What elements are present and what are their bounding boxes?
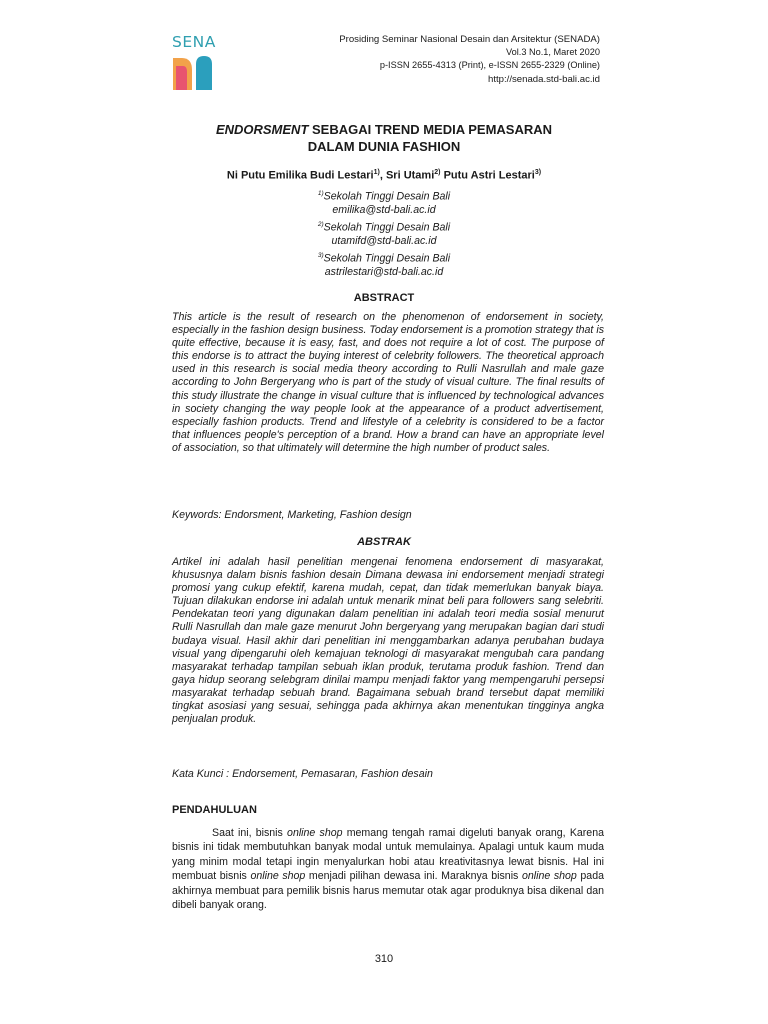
- pendahuluan-segment: menjadi pilihan dewasa ini. Maraknya bisnis: [305, 870, 522, 883]
- abstrak-keywords: Kata Kunci : Endorsement, Pemasaran, Fashion desain: [172, 768, 433, 780]
- abstract-keywords: Keywords: Endorsment, Marketing, Fashion design: [172, 509, 412, 521]
- author-list: [172, 166, 596, 183]
- sena-logo: [172, 34, 218, 92]
- affiliation-email[interactable]: astrilestari@std-bali.ac.id: [324, 266, 444, 279]
- pendahuluan-segment: pada akhirnya membuat para pemilik bisnis harus memutar otak agar produknya bisa dikenal dan dibeli banyak orang.: [172, 870, 604, 912]
- author-separator: ,: [379, 169, 386, 182]
- abstract-heading: ABSTRACT: [353, 292, 415, 304]
- paper-title: [172, 121, 596, 155]
- section-heading-pendahuluan: PENDAHULUAN: [172, 804, 257, 816]
- author-mark: 3): [534, 169, 542, 176]
- affiliation-list: [172, 187, 596, 280]
- title-line-2: DALAM DUNIA FASHION: [307, 139, 461, 154]
- pendahuluan-segment-italic: online shop: [287, 827, 343, 839]
- pendahuluan-paragraph: [172, 826, 604, 912]
- affiliation-mark: 2): [317, 220, 324, 228]
- title-line-1: SEBAGAI TREND MEDIA PEMASARAN: [308, 122, 553, 137]
- logo-mark-icon: [172, 52, 218, 92]
- pendahuluan-segment-italic: online shop: [250, 870, 306, 883]
- abstrak-heading: ABSTRAK: [357, 536, 411, 548]
- pendahuluan-segment: Saat ini, bisnis: [212, 827, 288, 839]
- affiliation-institution: Sekolah Tinggi Desain Bali: [323, 190, 451, 203]
- affiliation-item: [172, 218, 596, 235]
- journal-series: Prosiding Seminar Nasional Desain dan Arsitektur (SENADA): [339, 34, 600, 45]
- page-number: 310: [374, 953, 394, 965]
- abstrak-text: Artikel ini adalah hasil penelitian mengenai fenomena endorsement di masyarakat, khususnya dalam bisnis fashion desain Dimana dewasa ini endorsement menjadi strategi promosi yang cukup efektif, karena mudah, cepat, dan tidak memerlukan banyak biaya. Tujuan dilakukan endorse ini adalah untuk menarik minat beli para followers sang selebriti. Pendekatan teori yang digunakan dalam penelitian ini adalah teori media sosial menurut Rulli Nasrullah dan male gaze menurut John bergeryang yang merupakan bagian dari studi budaya visual. Hasil akhir dari penelitian ini menggambarkan adanya perubahan budaya visual yang dipengaruhi oleh kemajuan teknologi di masyarakat mengubah cara pandang masyarakat terhadap tampilan sebuah iklan produk, terutama produk fashion. Trend dan gaya hidup seorang selebgram dinilai mampu menjadi faktor yang mempengaruhi persepsi masyarakat terhadap sebuah brand. Bagaimana sebuah brand tersebut dapat memiliki tingkat asosiasi yang sesuai, sehingga pada akhirnya akan menentukan tingginya angka penjualan produk.: [172, 556, 604, 726]
- affiliation-item: [172, 187, 596, 204]
- affiliation-institution: Sekolah Tinggi Desain Bali: [323, 252, 451, 265]
- journal-volume: Vol.3 No.1, Maret 2020: [506, 47, 600, 58]
- affiliation-email[interactable]: emilika@std-bali.ac.id: [332, 204, 436, 217]
- journal-header: [339, 33, 600, 86]
- affiliation-mark: 1): [317, 190, 324, 197]
- journal-issn: p-ISSN 2655-4313 (Print), e-ISSN 2655-2329 (Online): [379, 60, 600, 71]
- pendahuluan-segment: memang tengah ramai digeluti banyak orang, Karena bisnis ini tidak membutuhkan banyak modal untuk memulainya. Apalagi untuk kaum muda yang minim modal tetapi ingin menyalurkan hobi atau kreativitasnya lewat bisnis. Hal ini membuat bisnis: [172, 827, 604, 883]
- author-mark: 1): [373, 169, 380, 176]
- affiliation-email[interactable]: utamifd@std-bali.ac.id: [331, 235, 437, 248]
- affiliation-mark: 3): [317, 251, 324, 259]
- author-mark: 2): [434, 169, 441, 176]
- author-name: Ni Putu Emilika Budi Lestari: [226, 169, 374, 182]
- logo-wordmark: SENA: [172, 33, 216, 51]
- pendahuluan-segment-italic: online shop: [521, 870, 577, 883]
- author-name: Putu Astri Lestari: [443, 169, 535, 182]
- affiliation-institution: Sekolah Tinggi Desain Bali: [323, 221, 451, 234]
- title-italic-part: ENDORSMENT: [215, 122, 309, 137]
- affiliation-item: [172, 249, 596, 266]
- abstract-text: This article is the result of research on the phenomenon of endorsement in society, especially in the fashion design business. Today endorsement is a promotion strategy that is quite effective, because it is easy, fast, and does not require a lot of cost. The purpose of this endorse is to attract the buying interest of celebrity followers. The theoretical approach used in this research is social media theory according to Rulli Nasrullah and male gaze according to John Bergeryang who is part of the study of visual culture. The final results of this study illustrate the change in visual culture that is influenced by technological advances in society changing the way people look at the appearance of a product advertisement, especially fashion products. Trend and lifestyle of a celebrity is considered to be a factor that influences people's perception of a brand. How a brand can have an appropriate level of association, so that ultimately will determine the high number of product sales.: [172, 311, 604, 454]
- journal-url[interactable]: http://senada.std-bali.ac.id: [488, 73, 600, 85]
- author-name: Sri Utami: [385, 169, 435, 182]
